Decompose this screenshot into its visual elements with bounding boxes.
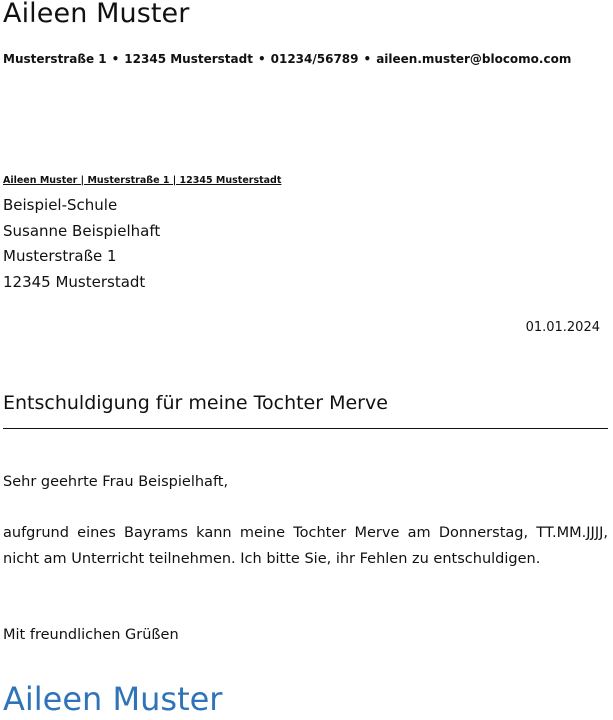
sender-name: Aileen Muster (3, 0, 190, 29)
sender-phone: 01234/56789 (270, 52, 359, 66)
separator-bullet: • (257, 52, 266, 66)
sender-street: Musterstraße 1 (3, 52, 107, 66)
letter-body: aufgrund eines Bayrams kann meine Tochter Merve am Donnerstag, TT.MM.JJJJ, nicht am Unterricht teilnehmen. Ich bitte Sie, ihr Fehlen zu entschuldigen. (3, 525, 608, 567)
salutation: Sehr geehrte Frau Beispielhaft, (3, 474, 229, 490)
recipient-city: 12345 Musterstadt (3, 272, 146, 291)
recipient-organization: Beispiel-Schule (3, 196, 118, 214)
letter-subject: Entschuldigung für meine Tochter Merve (3, 392, 388, 414)
subject-divider (3, 428, 608, 429)
return-address-line: Aileen Muster | Musterstraße 1 | 12345 Musterstadt (3, 175, 282, 186)
recipient-address (3, 193, 160, 295)
recipient-street: Musterstraße 1 (3, 247, 117, 265)
sender-city: 12345 Musterstadt (124, 52, 253, 66)
sender-email: aileen.muster@blocomo.com (376, 52, 572, 66)
separator-bullet: • (363, 52, 372, 66)
recipient-person: Susanne Beispielhaft (3, 221, 161, 240)
closing-formula: Mit freundlichen Grüßen (3, 627, 179, 643)
letter-date: 01.01.2024 (525, 320, 600, 335)
separator-bullet: • (111, 52, 120, 66)
sender-contact-line (3, 52, 571, 66)
signature: Aileen Muster (3, 680, 223, 718)
